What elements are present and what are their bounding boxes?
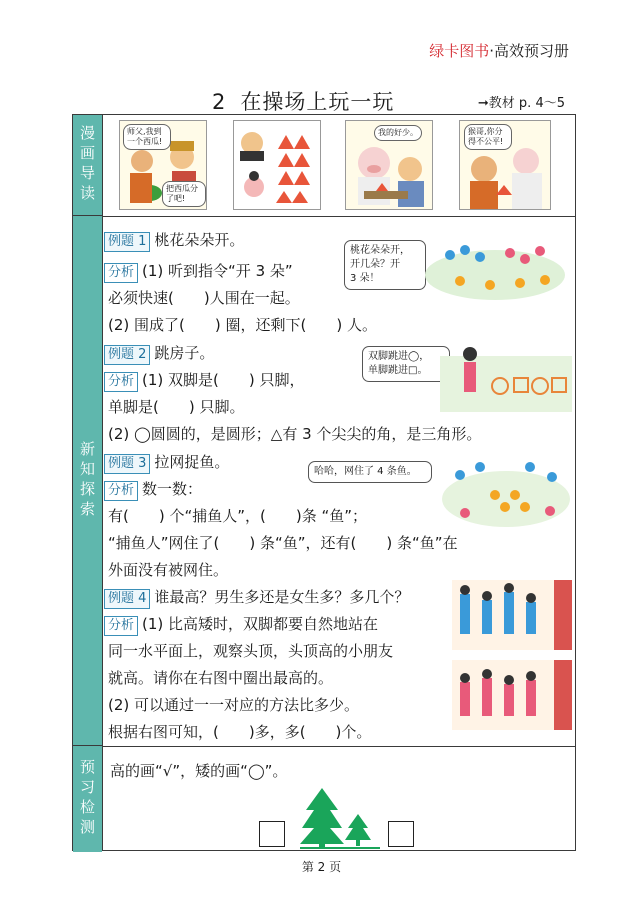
example-3 [104, 451, 229, 474]
bubble-line: 双脚跳进◯， [368, 351, 430, 362]
analysis-line: 就高。请你在右图中圈出最高的。 [108, 669, 334, 687]
page-number: 第 2 页 [301, 860, 342, 874]
section-label-explore: 新知探索 [73, 216, 102, 746]
comic-speech-bubble: 把西瓜分了吧! [162, 181, 206, 207]
comic-panel-1 [119, 120, 207, 210]
example-1 [104, 229, 244, 252]
analysis-line: “捕鱼人”网住了( ) 条“鱼”，还有( ) 条“鱼”在 [108, 534, 458, 552]
analysis-text: 数一数： [142, 480, 203, 498]
lesson-title [212, 86, 394, 116]
example-title: 跳房子。 [154, 344, 215, 362]
bubble-line: 开几朵？开 [350, 259, 400, 270]
hopscotch-illustration [440, 336, 572, 416]
speech-bubble-peach [344, 240, 426, 290]
watermelon-slices-illustration [234, 121, 321, 210]
speech-bubble-hopscotch [362, 346, 450, 382]
answer-box-short-tree[interactable] [388, 821, 414, 847]
answer-box-tall-tree[interactable] [259, 821, 285, 847]
example-tag: 例题 2 [104, 345, 150, 365]
tree-illustration [300, 788, 380, 850]
comic-panel-2 [233, 120, 321, 210]
example-4 [104, 586, 409, 609]
example-title: 谁最高？男生多还是女生多？多几个？ [154, 588, 410, 606]
analysis-4 [104, 613, 378, 636]
example-title: 拉网捉鱼。 [154, 453, 230, 471]
test-instruction: 高的画“√”，矮的画“◯”。 [110, 762, 288, 780]
lesson-title-text: 在操场上玩一玩 [240, 90, 395, 114]
textbook-reference: ➞教材 p. 4～5 [477, 96, 565, 111]
comic-speech-bubble: 我的好少。 [374, 125, 422, 141]
row-divider [102, 746, 575, 747]
analysis-2 [104, 369, 305, 392]
analysis-line: (2) 可以通过一一对应的方法比多少。 [108, 696, 360, 714]
analysis-line: (2) 围成了( ) 圈，还剩下( ) 人。 [108, 316, 377, 334]
analysis-tag: 分析 [104, 616, 138, 636]
example-2 [104, 342, 214, 365]
height-compare-illustration-1 [452, 580, 572, 650]
bubble-line: 桃花朵朵开， [350, 245, 410, 256]
analysis-line: 单脚是( ) 只脚。 [108, 398, 245, 416]
fishing-net-illustration [440, 445, 572, 531]
analysis-3 [104, 478, 202, 501]
brand-header [429, 40, 569, 61]
brand-name: 绿卡图书 [429, 42, 490, 60]
analysis-tag: 分析 [104, 263, 138, 283]
height-compare-illustration-2 [452, 660, 572, 730]
comic-panel-3 [345, 120, 433, 210]
analysis-line: 外面没有被网住。 [108, 561, 229, 579]
analysis-line: (2) ◯圆圆的，是圆形；△有 3 个尖尖的角，是三角形。 [108, 425, 482, 443]
column-divider [102, 115, 103, 850]
speech-bubble-fishing: 哈哈，网住了 4 条鱼。 [308, 461, 432, 483]
bubble-line: 单脚跳进□。 [368, 365, 428, 376]
example-tag: 例题 3 [104, 454, 150, 474]
analysis-text: (1) 比高矮时，双脚都要自然地站在 [142, 615, 379, 633]
comic-speech-bubble: 师父,我到一个西瓜! [123, 124, 171, 150]
row-divider [102, 216, 575, 217]
brand-series: ·高效预习册 [489, 42, 569, 60]
example-title: 桃花朵朵开。 [154, 231, 245, 249]
analysis-tag: 分析 [104, 481, 138, 501]
bubble-line: 3 朵！ [350, 273, 380, 284]
analysis-line: 有( ) 个“捕鱼人”，( )条 “鱼”； [108, 507, 368, 525]
analysis-line: 同一水平面上，观察头顶，头顶高的小朋友 [108, 642, 394, 660]
analysis-line: 必须快速( )人围在一起。 [108, 289, 300, 307]
analysis-tag: 分析 [104, 372, 138, 392]
comic-panel-4 [459, 120, 551, 210]
section-label-comic: 漫画导读 [73, 115, 102, 216]
analysis-text: (1) 双脚是( ) 只脚， [142, 371, 305, 389]
lesson-number: 2 [212, 90, 227, 114]
example-tag: 例题 4 [104, 589, 150, 609]
analysis-text: (1) 听到指令“开 3 朵” [142, 262, 293, 280]
analysis-line: 根据右图可知，( )多，多( )个。 [108, 723, 372, 741]
analysis-1 [104, 260, 293, 283]
section-label-test: 预习检测 [73, 746, 102, 852]
children-circle-illustration [420, 225, 570, 305]
example-tag: 例题 1 [104, 232, 150, 252]
comic-speech-bubble: 猴哥,你分得不公平! [464, 124, 512, 150]
